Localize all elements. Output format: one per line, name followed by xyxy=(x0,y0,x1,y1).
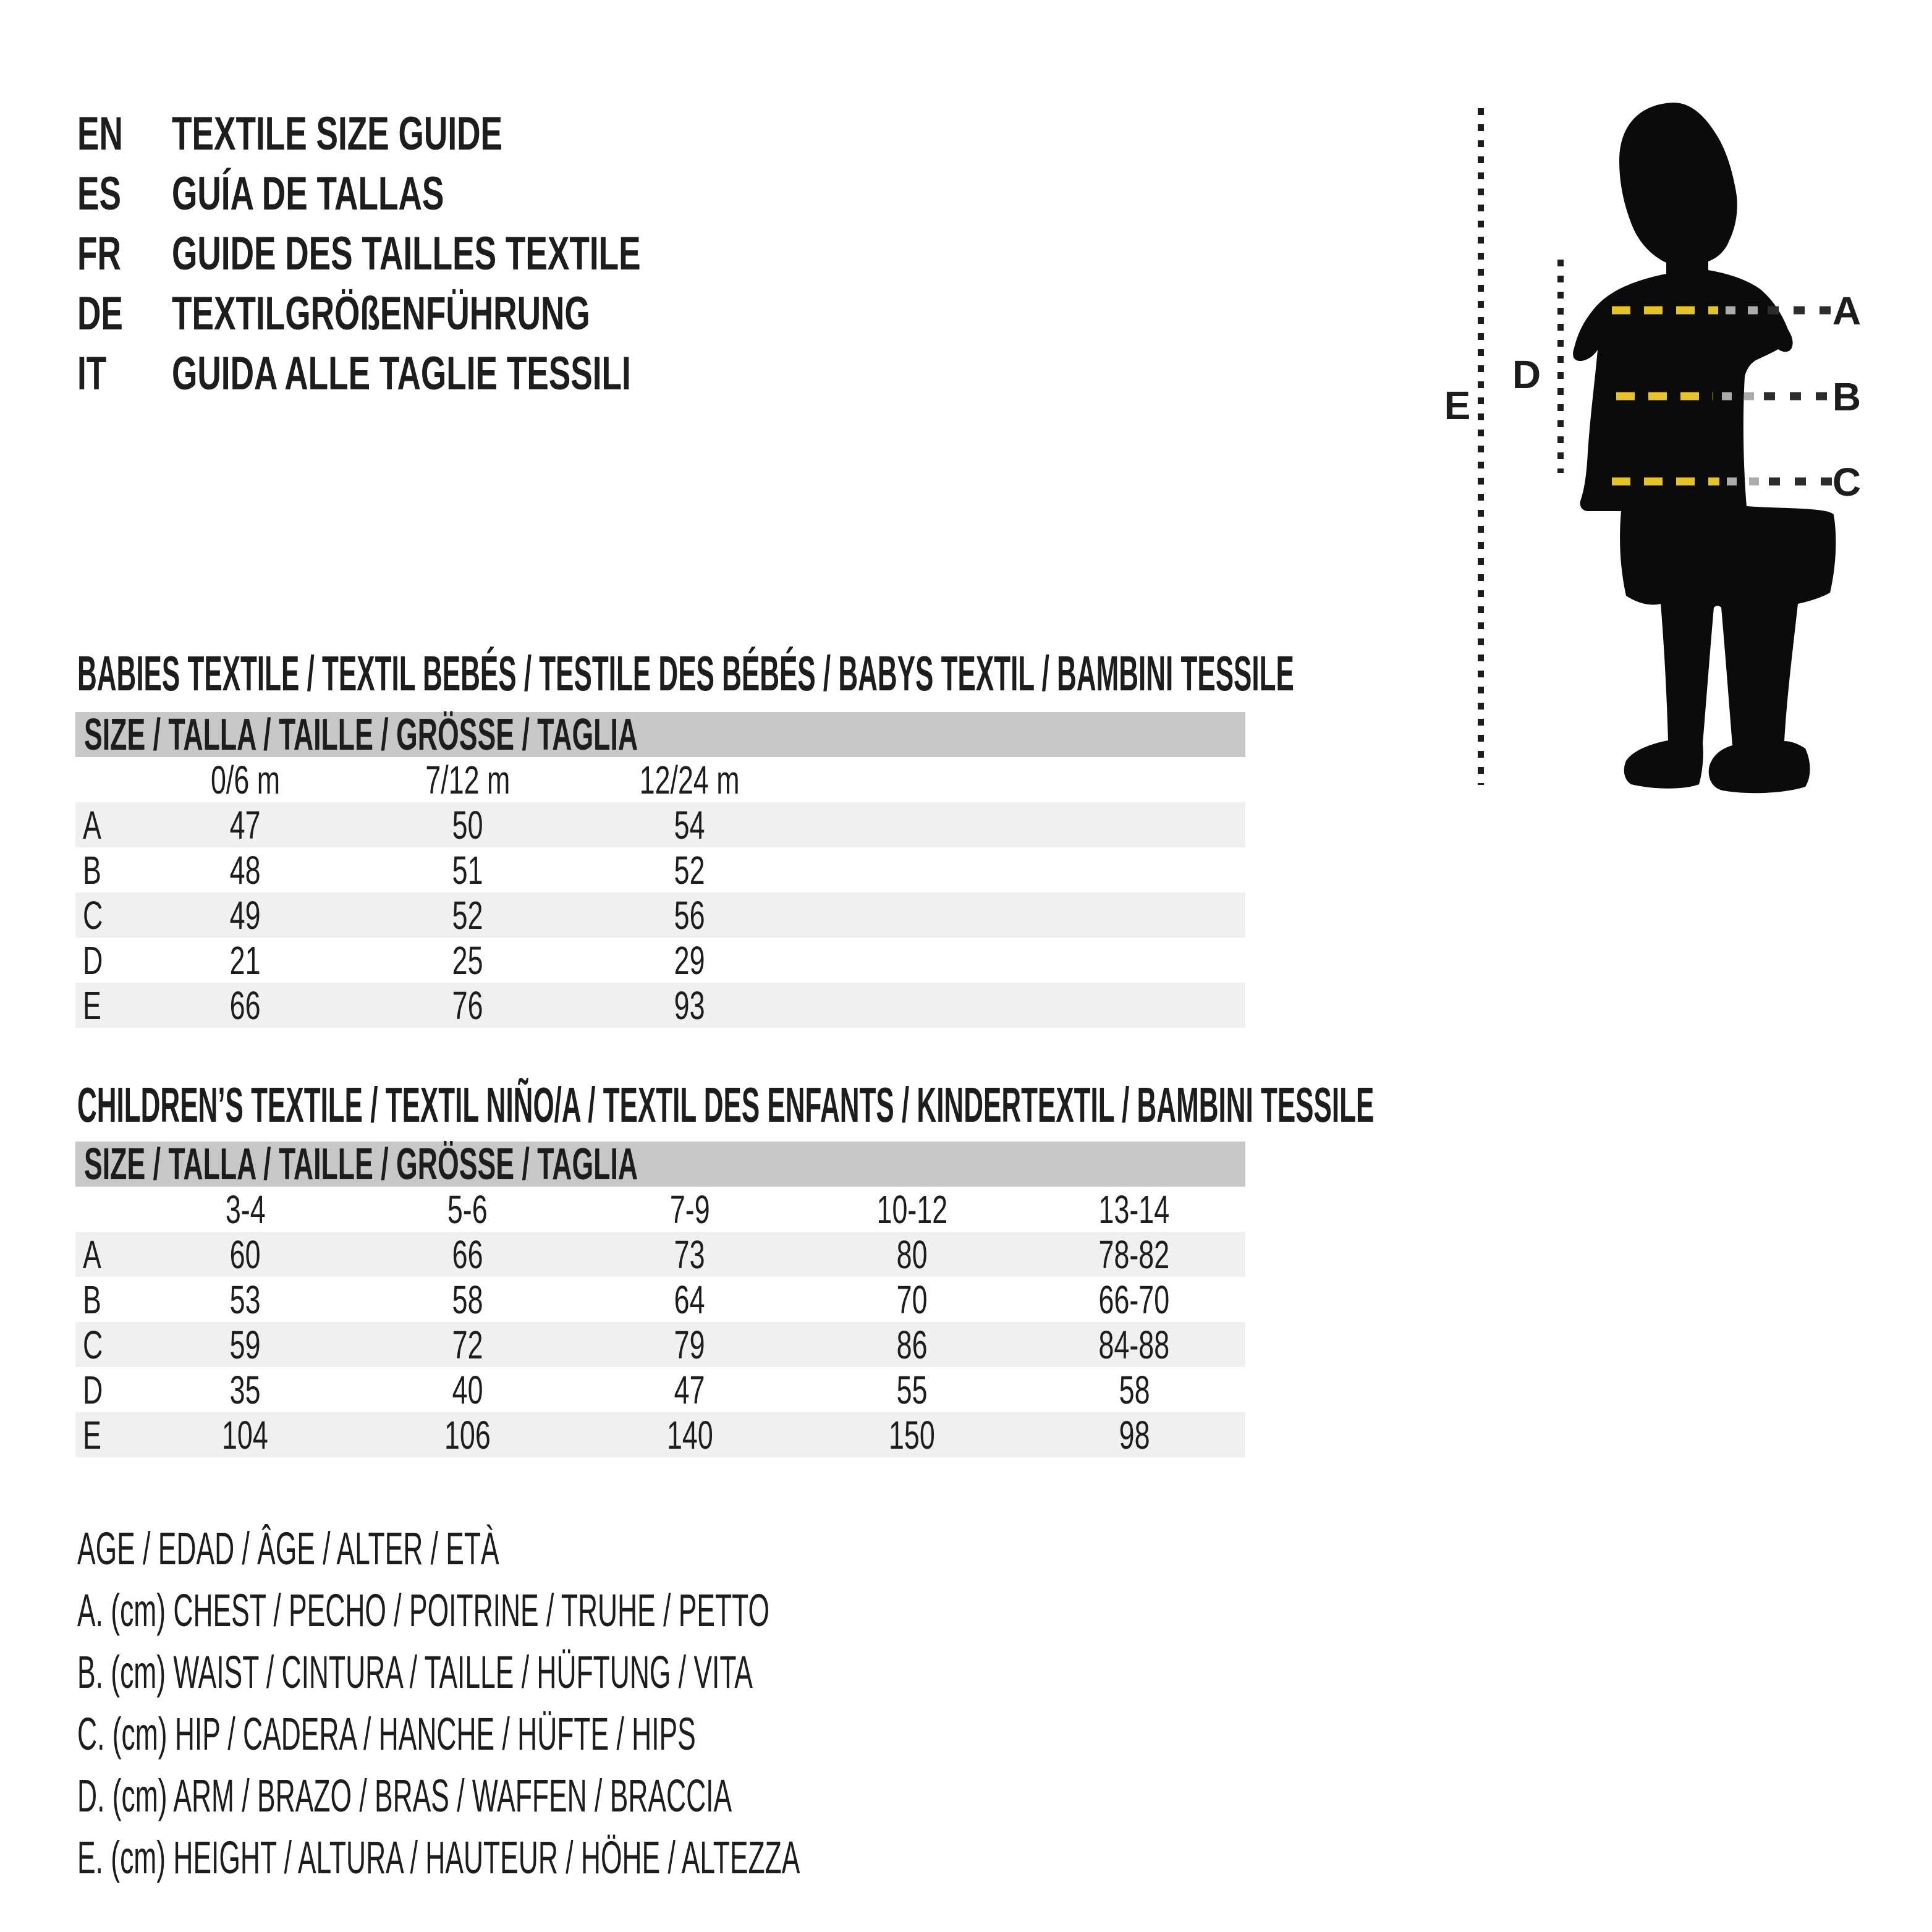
column-header-row xyxy=(75,757,1245,802)
language-title-list xyxy=(77,104,842,404)
legend-arm: D. (cm) ARM / BRAZO / BRAS / WAFFEN / BRACCIA xyxy=(77,1769,732,1821)
table-row xyxy=(75,1277,1245,1322)
table-row xyxy=(75,1232,1245,1277)
table-row xyxy=(75,802,1245,847)
column-header: 3-4 xyxy=(225,1187,266,1232)
table-cell: 66 xyxy=(229,983,261,1028)
legend-hip: C. (cm) HIP / CADERA / HANCHE / HÜFTE / HIPS xyxy=(77,1708,696,1760)
table-cell: 60 xyxy=(229,1232,261,1277)
language-title: GUÍA DE TALLAS xyxy=(172,167,444,220)
table-row xyxy=(75,1322,1245,1367)
label-a: A xyxy=(1832,289,1862,333)
table-cell: 86 xyxy=(896,1323,928,1367)
table-cell: 70 xyxy=(896,1277,928,1322)
language-row-fr xyxy=(77,224,842,284)
table-cell: 79 xyxy=(674,1323,705,1367)
language-title: TEXTILE SIZE GUIDE xyxy=(172,108,503,160)
table-header-bar: SIZE / TALLA / TAILLE / GRÖSSE / TAGLIA xyxy=(75,712,1245,757)
table-cell: 66 xyxy=(452,1232,483,1277)
table-cell: 58 xyxy=(1119,1368,1150,1412)
table-cell: 53 xyxy=(229,1277,261,1322)
table-cell: 66-70 xyxy=(1098,1277,1170,1322)
language-code: IT xyxy=(77,347,107,400)
column-header: 7/12 m xyxy=(425,758,510,802)
table-cell: 25 xyxy=(452,938,483,983)
table-cell: 50 xyxy=(452,803,483,847)
column-header: 7-9 xyxy=(669,1187,710,1232)
table-row xyxy=(75,1367,1245,1412)
row-label: E xyxy=(83,1413,101,1457)
table-cell: 73 xyxy=(674,1232,705,1277)
label-d: D xyxy=(1512,352,1541,397)
label-e: E xyxy=(1444,383,1471,428)
language-title: GUIDA ALLE TAGLIE TESSILI xyxy=(172,347,631,400)
table-cell: 150 xyxy=(889,1413,935,1457)
label-c: C xyxy=(1832,460,1862,504)
legend-waist: B. (cm) WAIST / CINTURA / TAILLE / HÜFTUNG / VITA xyxy=(77,1646,753,1698)
table-row xyxy=(75,847,1245,892)
table-cell: 64 xyxy=(674,1277,705,1322)
row-label: C xyxy=(83,893,103,938)
measurement-legend xyxy=(77,1517,1282,1888)
table-cell: 58 xyxy=(452,1277,483,1322)
language-code: ES xyxy=(77,167,121,220)
row-label: C xyxy=(83,1323,103,1367)
legend-age: AGE / EDAD / ÂGE / ALTER / ETÀ xyxy=(77,1522,499,1574)
table-cell: 29 xyxy=(674,938,705,983)
table-cell: 47 xyxy=(229,803,261,847)
column-header: 10-12 xyxy=(876,1187,947,1232)
table-cell: 49 xyxy=(229,893,261,938)
language-code: EN xyxy=(77,108,123,160)
label-b: B xyxy=(1832,375,1862,419)
table-header-bar: SIZE / TALLA / TAILLE / GRÖSSE / TAGLIA xyxy=(75,1142,1245,1187)
legend-chest: A. (cm) CHEST / PECHO / POITRINE / TRUHE / PETTO xyxy=(77,1584,770,1636)
table-cell: 80 xyxy=(896,1232,928,1277)
row-label: B xyxy=(83,1277,101,1322)
table-row xyxy=(75,892,1245,938)
table-cell: 51 xyxy=(452,848,483,892)
children-size-table xyxy=(75,1139,1245,1457)
language-code: FR xyxy=(77,227,121,280)
table-cell: 55 xyxy=(896,1368,928,1412)
table-cell: 48 xyxy=(229,848,261,892)
table-row xyxy=(75,1412,1245,1457)
table-cell: 52 xyxy=(674,848,705,892)
row-label: A xyxy=(83,803,101,847)
table-cell: 98 xyxy=(1119,1413,1150,1457)
table-cell: 56 xyxy=(674,893,705,938)
language-row-it xyxy=(77,344,842,404)
table-cell: 106 xyxy=(444,1413,491,1457)
table-cell: 35 xyxy=(229,1368,261,1412)
column-header: 5-6 xyxy=(447,1187,488,1232)
table-cell: 54 xyxy=(674,803,705,847)
language-row-es xyxy=(77,164,842,224)
row-label: D xyxy=(83,1368,103,1412)
children-section-title: CHILDREN’S TEXTILE / TEXTIL NIÑO/A / TEXTIL DES ENFANTS / KINDERTEXTIL / BAMBINI TESSILE xyxy=(77,1077,1375,1132)
babies-section-title: BABIES TEXTILE / TEXTIL BEBÉS / TESTILE DES BÉBÉS / BABYS TEXTIL / BAMBINI TESSILE xyxy=(77,646,1294,701)
table-cell: 40 xyxy=(452,1368,483,1412)
table-cell: 140 xyxy=(666,1413,713,1457)
table-cell: 84-88 xyxy=(1098,1323,1170,1367)
language-row-de xyxy=(77,284,842,344)
row-label: A xyxy=(83,1232,101,1277)
table-cell: 104 xyxy=(222,1413,269,1457)
babies-size-table xyxy=(75,712,1245,1028)
column-header: 0/6 m xyxy=(210,758,280,802)
table-row xyxy=(75,938,1245,983)
row-label: B xyxy=(83,848,101,892)
table-cell: 93 xyxy=(674,983,705,1028)
language-code: DE xyxy=(77,287,123,340)
table-cell: 52 xyxy=(452,893,483,938)
row-label: D xyxy=(83,938,103,983)
table-cell: 47 xyxy=(674,1368,705,1412)
column-header: 12/24 m xyxy=(640,758,740,802)
table-cell: 59 xyxy=(229,1323,261,1367)
table-row xyxy=(75,983,1245,1028)
legend-height: E. (cm) HEIGHT / ALTURA / HAUTEUR / HÖHE / ALTEZZA xyxy=(77,1831,800,1883)
column-header: 13-14 xyxy=(1098,1187,1170,1232)
language-title: TEXTILGRÖßENFÜHRUNG xyxy=(172,287,590,340)
row-label: E xyxy=(83,983,101,1028)
language-row-en xyxy=(77,104,842,164)
language-title: GUIDE DES TAILLES TEXTILE xyxy=(172,227,641,280)
table-cell: 21 xyxy=(229,938,261,983)
column-header-row xyxy=(75,1187,1245,1232)
table-cell: 76 xyxy=(452,983,483,1028)
table-cell: 72 xyxy=(452,1323,483,1367)
table-cell: 78-82 xyxy=(1098,1232,1170,1277)
